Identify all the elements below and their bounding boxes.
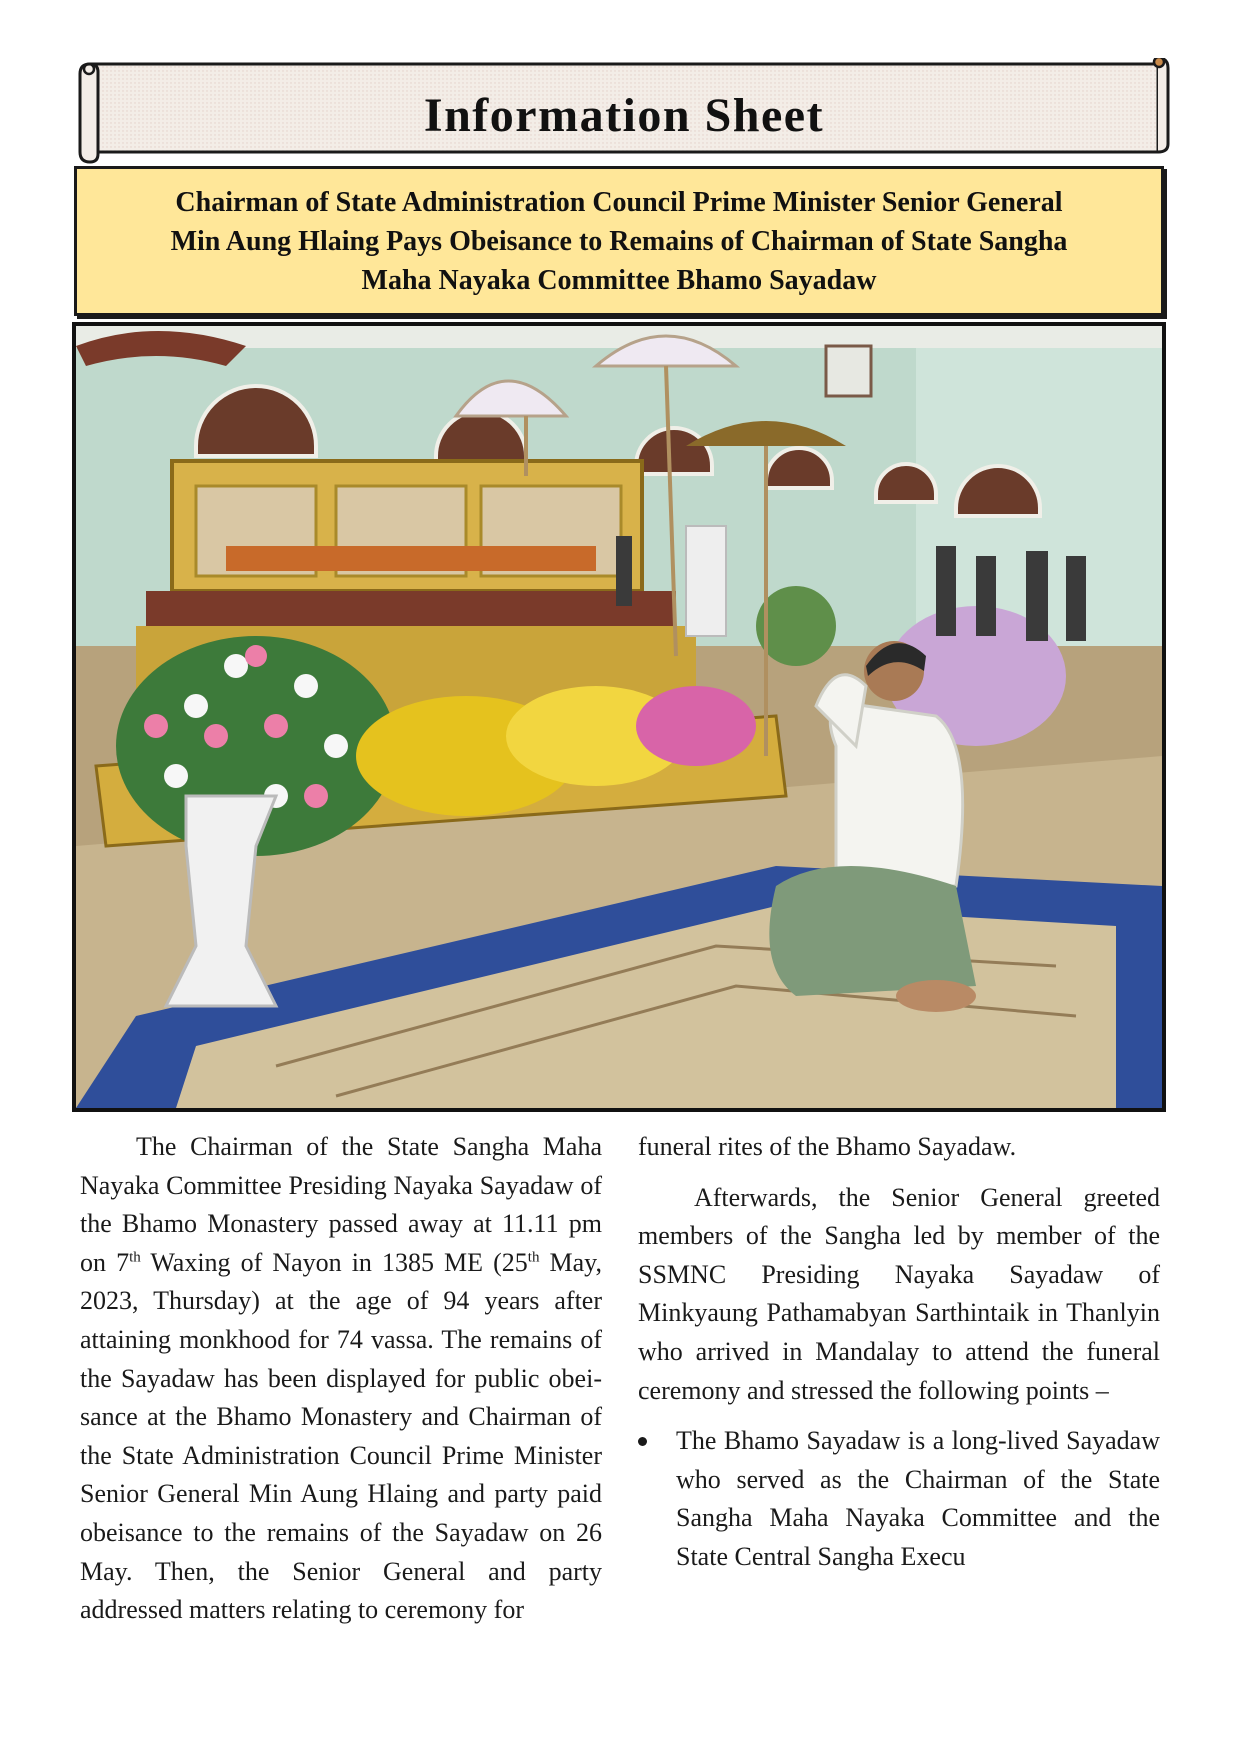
- headline-line: Chairman of State Administration Council Prime Minister Senior General: [175, 186, 1063, 218]
- bullet-icon: [638, 1437, 647, 1446]
- article-column-right: [638, 1128, 1160, 1577]
- headline-line: Min Aung Hlaing Pays Obeisance to Remains of Chairman of State Sangha: [170, 225, 1068, 257]
- article-paragraph-continued: funeral rites of the Bhamo Sayadaw.: [638, 1132, 1017, 1161]
- bullet-item: The Bhamo Sayadaw is a long-lived Sayadaw who served as the Chairman of the State Sangha Maha Nayaka Committee and the State Central Sangha Execu: [638, 1422, 1160, 1576]
- article-paragraph: Afterwards, the Senior General greeted members of the Sangha led by member of the SSMNC Presiding Nayaka Sayadaw of Minkyaung Pathamabyan Sarthintaik in Thanlyin who arrived in Mandalay to attend the funeral ceremony and stressed the following points –: [638, 1182, 1160, 1405]
- ceremony-photo: [72, 322, 1166, 1112]
- article-column-left: [80, 1128, 602, 1630]
- headline-line: Maha Nayaka Committee Bhamo Sayadaw: [361, 264, 877, 296]
- page-title: Information Sheet: [423, 89, 825, 142]
- headline-text: [171, 183, 1068, 300]
- article-paragraph: The Chairman of the State Sangha Maha Nayaka Committee Presiding Nayaka Sayadaw of the Bhamo Monastery passed away at 11.11 pm on 7th Waxing of Nayon in 1385 ME (25th May, 2023, Thursday) at the age of 94 years after attaining monkhood for 74 vassa. The remains of the Sayadaw has been displayed for public obeisance at the Bhamo Monastery and Chairman of the State Administration Council Prime Minister Senior General Min Aung Hlaing and party paid obeisance to the remains of the Sayadaw on 26 May. Then, the Senior General and party addressed matters relating to ceremony for: [80, 1132, 602, 1625]
- photo-of-ceremony-icon: [76, 326, 1162, 1108]
- banner: [78, 58, 1170, 164]
- headline-box: [74, 166, 1164, 316]
